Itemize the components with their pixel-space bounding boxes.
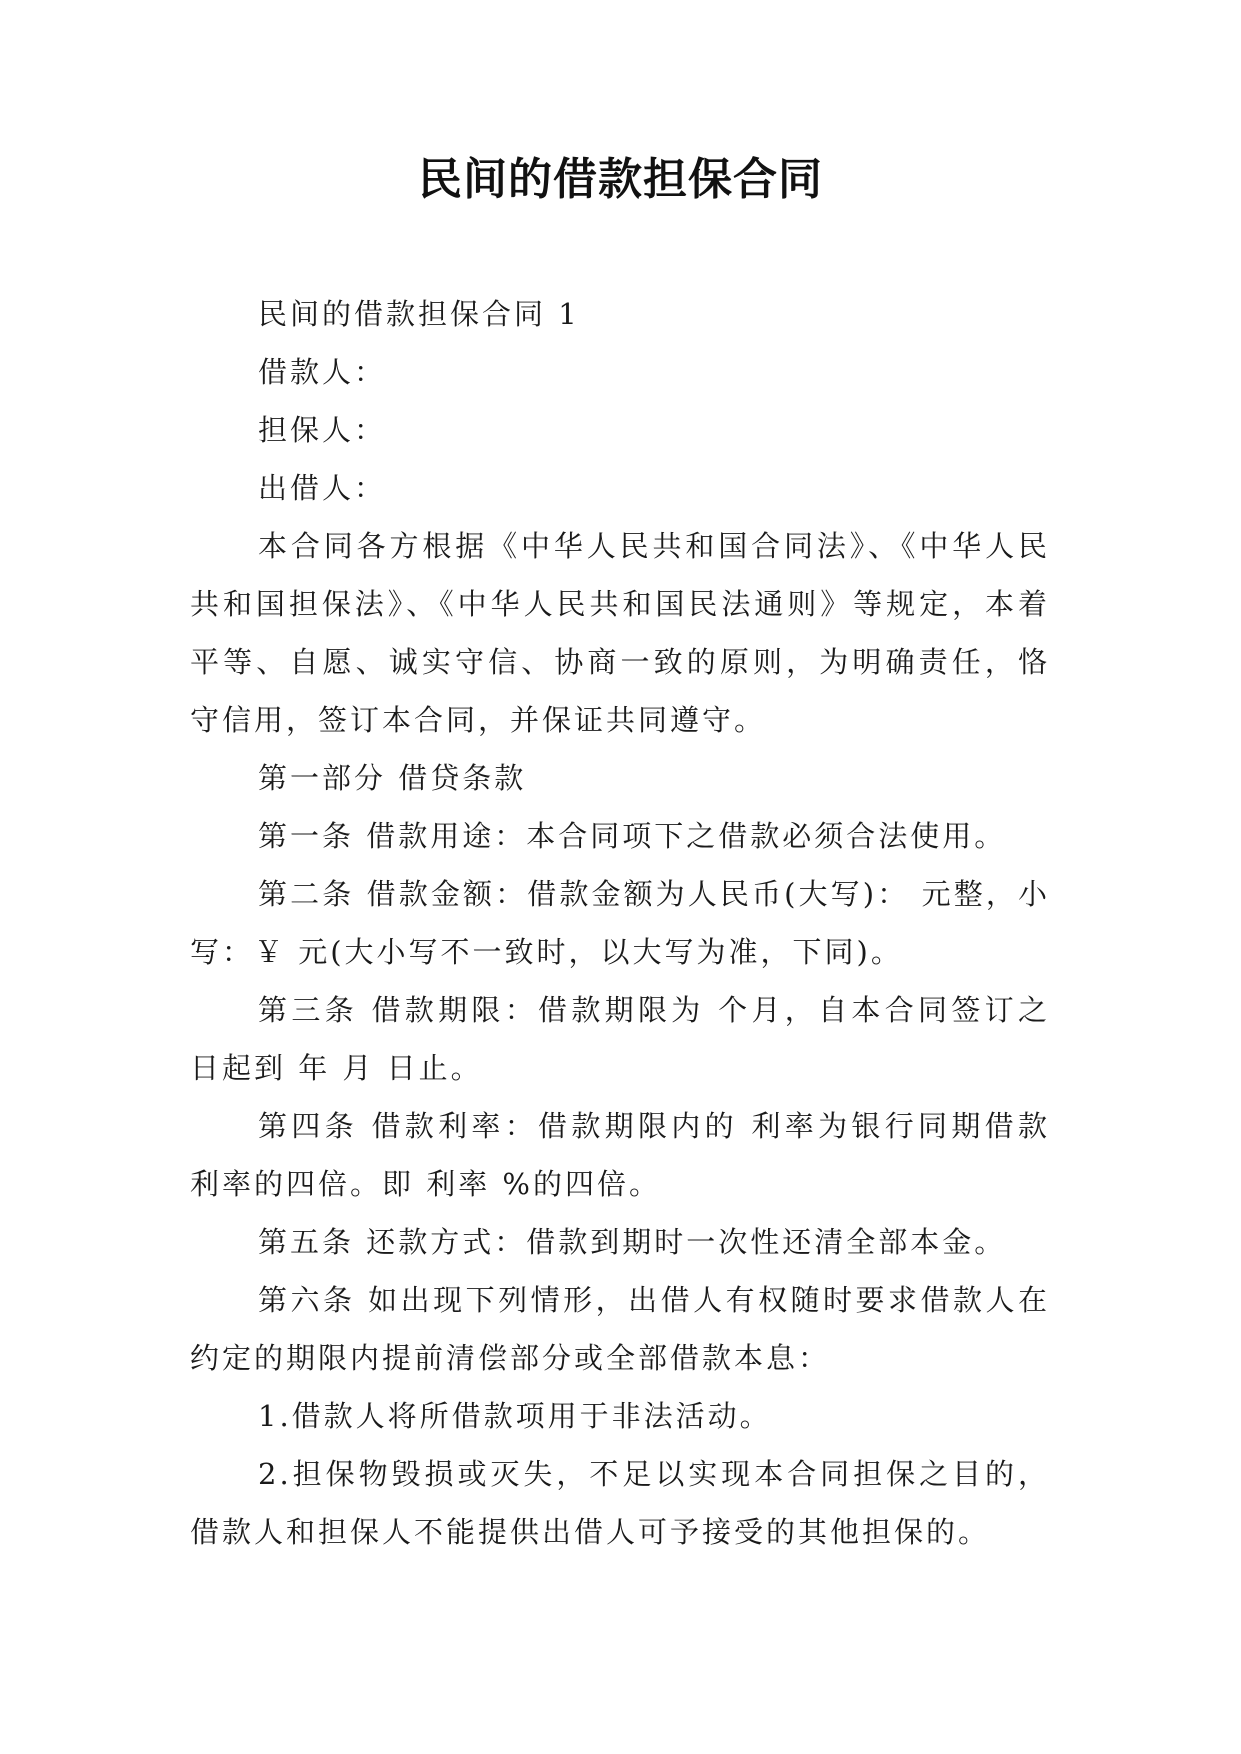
paragraph-article-5: 第五条 还款方式：借款到期时一次性还清全部本金。 bbox=[258, 1225, 1007, 1259]
document-title: 民间的借款担保合同 bbox=[418, 154, 823, 205]
paragraph-lender: 出借人： bbox=[258, 471, 387, 505]
paragraph-borrower: 借款人： bbox=[258, 355, 387, 389]
document-body bbox=[190, 285, 1050, 1561]
paragraph-preamble: 本合同各方根据《中华人民共和国合同法》、《中华人民共和国担保法》、《中华人民共和国民法通则》等规定，本着平等、自愿、诚实守信、协商一致的原则，为明确责任，恪守信用，签订本合同，并保证共同遵守。 bbox=[190, 529, 1050, 737]
paragraph-guarantor: 担保人： bbox=[258, 413, 387, 447]
paragraph-item-1: 1.借款人将所借款项用于非法活动。 bbox=[258, 1399, 772, 1433]
paragraph-article-3: 第三条 借款期限：借款期限为 个月，自本合同签订之日起到 年 月 日止。 bbox=[190, 993, 1050, 1085]
paragraph-article-1: 第一条 借款用途：本合同项下之借款必须合法使用。 bbox=[258, 819, 1007, 853]
paragraph-article-2: 第二条 借款金额：借款金额为人民币(大写)： 元整，小写：￥ 元(大小写不一致时，以大写为准，下同)。 bbox=[190, 877, 1050, 969]
paragraph-article-6: 第六条 如出现下列情形，出借人有权随时要求借款人在约定的期限内提前清偿部分或全部借款本息： bbox=[190, 1283, 1050, 1375]
paragraph-part-one: 第一部分 借贷条款 bbox=[258, 761, 527, 795]
paragraph-article-4: 第四条 借款利率：借款期限内的 利率为银行同期借款利率的四倍。即 利率 %的四倍。 bbox=[190, 1109, 1050, 1201]
paragraph-heading: 民间的借款担保合同 1 bbox=[258, 297, 580, 331]
paragraph-item-2: 2.担保物毁损或灭失，不足以实现本合同担保之目的，借款人和担保人不能提供出借人可予接受的其他担保的。 bbox=[190, 1457, 1050, 1549]
